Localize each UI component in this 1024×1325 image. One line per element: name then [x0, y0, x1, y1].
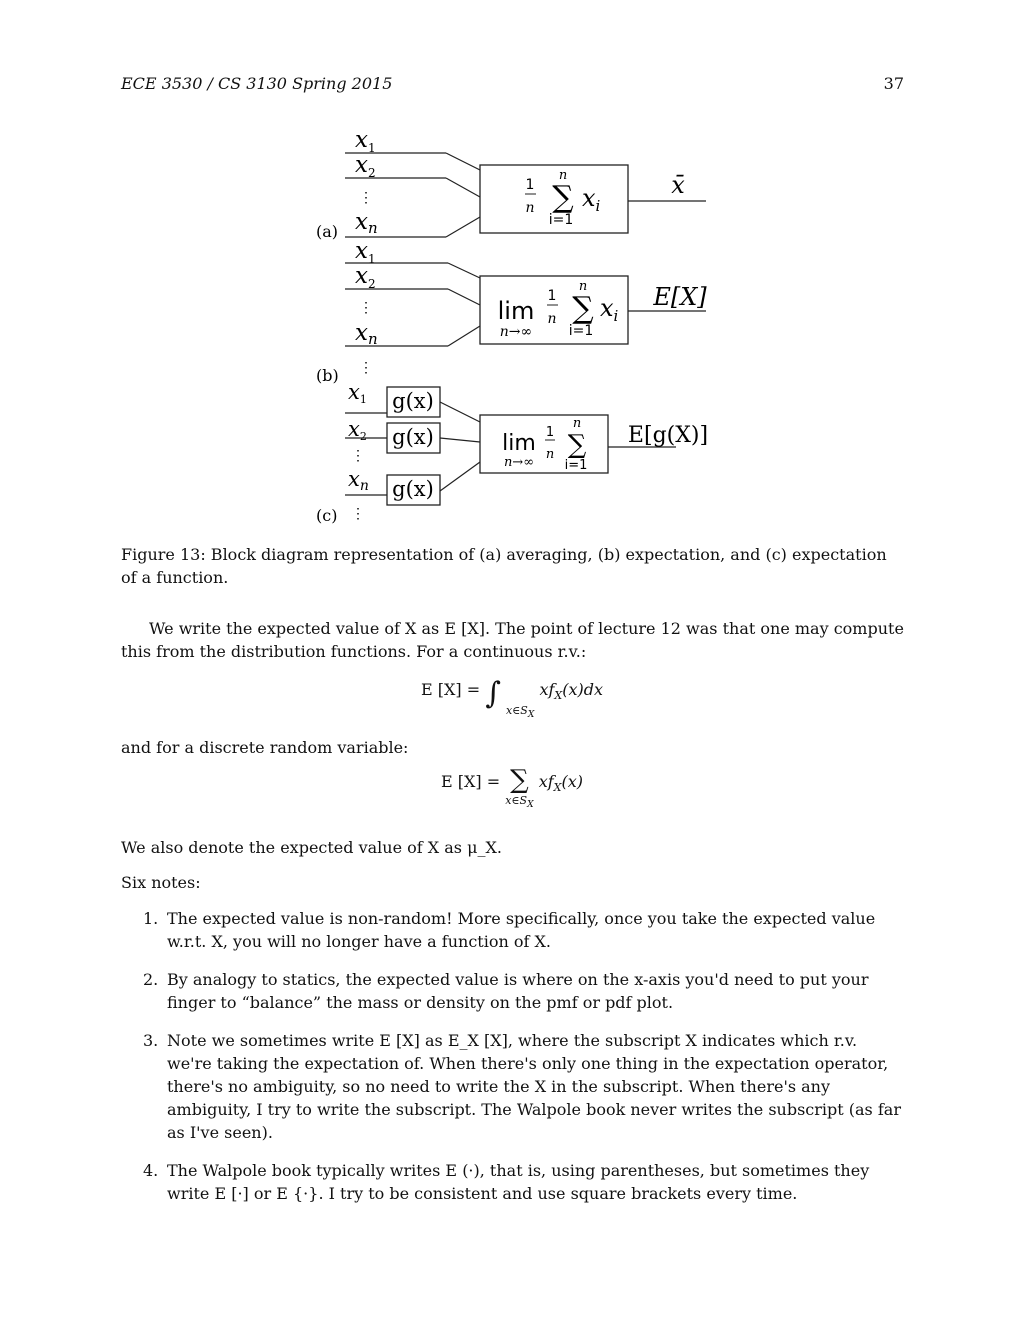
vdots-b: ⋮ [359, 300, 373, 316]
list-item: 4. The Walpole book typically writes E (·), that is, using parentheses, but sometimes they write E [·] or E {·}. I try to be consistent and use square brackets every time. [143, 1161, 870, 1203]
vdots-a: ⋮ [359, 190, 373, 206]
vdots-c-2: ⋮ [351, 506, 365, 522]
equation-continuous [0, 676, 1024, 720]
paragraph-expected-value: We write the expected value of X as E [X]. The point of lecture 12 was that one may compute this from the distribution functions. For a continuous r.v.: [121, 619, 904, 661]
list-item: 2. By analogy to statics, the expected value is where on the x-axis you'd need to put your finger to “balance” the mass or density on the pmf or pdf plot. [143, 970, 869, 1012]
lim-b: lim [497, 297, 535, 325]
input-x2-b: $x_2$ [355, 263, 376, 291]
label-a: (a) [316, 222, 339, 241]
page-header [121, 74, 904, 93]
vdots-b-2: ⋮ [359, 360, 373, 376]
g-label-n: g(x) [392, 477, 434, 501]
sum-symbol-b: ∑ [572, 291, 594, 326]
sum-upper-c: n [572, 416, 582, 431]
frac-num-a: 1 [525, 177, 535, 193]
summand-a: $x_i$ [582, 184, 601, 215]
input-x2-c: x2 [348, 417, 367, 443]
sum-operator: ∑ $x\in S_X$ [505, 765, 534, 811]
block-diagram [300, 120, 720, 530]
label-c: (c) [316, 506, 338, 525]
vdots-c: ⋮ [351, 448, 365, 464]
input-x1-a: $x_1$ [355, 127, 376, 155]
input-xn-a: xn [355, 209, 378, 237]
eq1-lhs: E [X] = [420, 680, 481, 699]
list-item: 1. The expected value is non-random! More specifically, once you take the expected value w.r.t. X, you will no longer have a function of X. [143, 909, 876, 951]
input-x2-a: $x_2$ [355, 152, 376, 180]
eq2-lhs: E [X] = [440, 772, 501, 791]
paragraph-six-notes: Six notes: [121, 873, 201, 892]
input-x1-c: x1 [348, 380, 367, 406]
function-expectation-block [480, 415, 608, 473]
sum-upper-b: n [578, 279, 588, 294]
frac-den-c: n [545, 447, 555, 462]
sum-lower-a: i=1 [548, 212, 574, 228]
eq2-summand: $xf_X(x)$ [538, 772, 584, 795]
frac-num-c: 1 [545, 425, 555, 440]
equation-discrete [0, 765, 1024, 816]
label-b: (b) [316, 366, 339, 385]
sum-upper-a: n [558, 168, 568, 183]
integral-symbol: ∫ [485, 676, 501, 711]
course-title: ECE 3530 / CS 3130 Spring 2015 [121, 74, 393, 93]
g-label-2: g(x) [392, 425, 434, 449]
paragraph-discrete: and for a discrete random variable: [121, 738, 409, 757]
eq1-integrand: $xf_X(x)dx$ [539, 680, 604, 703]
lim-sub-c: n→∞ [503, 455, 535, 470]
g-label-1: g(x) [392, 389, 434, 413]
input-xn-b: xn [355, 320, 378, 348]
frac-den-b: n [547, 311, 557, 327]
lim-sub-b: n→∞ [499, 324, 533, 340]
frac-num-b: 1 [547, 288, 557, 304]
sum-lower-b: i=1 [568, 323, 594, 339]
page-number: 37 [883, 74, 904, 93]
sum-symbol-c: ∑ [567, 430, 587, 460]
paragraph-mu: We also denote the expected value of X as μ_X. [121, 838, 502, 857]
notes-list [121, 907, 905, 1220]
eq1-limit: x∈SX [505, 704, 535, 721]
figure-caption: Figure 13: Block diagram representation of (a) averaging, (b) expectation, and (c) expectation of a function. [121, 545, 887, 587]
sum-lower-c: i=1 [564, 458, 588, 473]
lim-c: lim [502, 431, 536, 456]
frac-den-a: n [525, 200, 535, 216]
output-expectation: E[X] [653, 283, 707, 311]
list-item: 3. Note we sometimes write E [X] as E_X [X], where the subscript X indicates which r.v. we're taking the expectation of. When there's only one thing in the expectation operator, there's no ambiguity, so no need to write the X in the subscript. When there's any ambiguity, I try to write the subscript. The Walpole book never writes the subscript (as far as I've seen). [143, 1031, 901, 1142]
input-x1-b: $x_1$ [355, 238, 376, 266]
sum-symbol-a: ∑ [552, 180, 574, 215]
output-function-expectation: E[g(X)] [627, 423, 709, 448]
output-average: x̄ [671, 171, 685, 199]
input-xn-c: xn [348, 467, 369, 494]
summand-b: $x_i$ [600, 294, 619, 325]
